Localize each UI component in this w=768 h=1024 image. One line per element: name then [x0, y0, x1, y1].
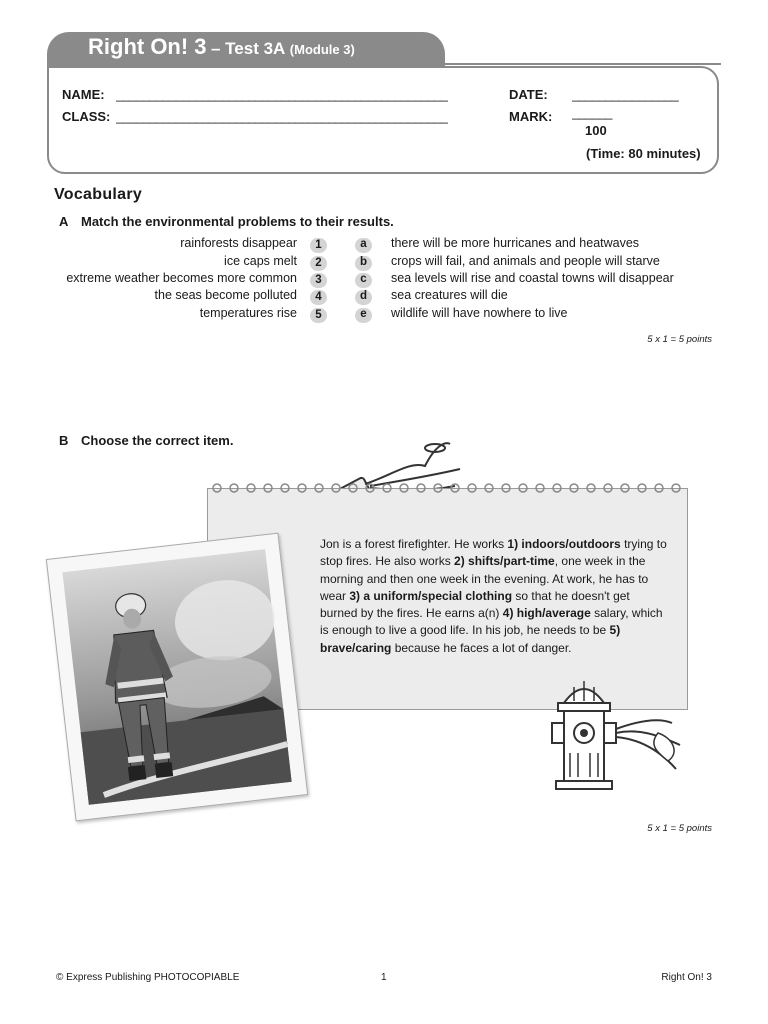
- letter-bubble[interactable]: a: [355, 238, 372, 253]
- choice-5[interactable]: 5) brave/caring: [320, 623, 621, 655]
- mark-label: MARK:: [509, 109, 553, 124]
- letter-bubble[interactable]: c: [355, 273, 372, 288]
- time-note: (Time: 80 minutes): [586, 146, 701, 161]
- page-number: 1: [381, 972, 387, 983]
- exercise-b-text: [320, 536, 670, 657]
- footer-book-title: Right On! 3: [661, 972, 712, 983]
- notebook-rings: [207, 481, 688, 495]
- letter-bubble[interactable]: b: [355, 256, 372, 271]
- text-run: trying to stop fires. He also works: [320, 537, 667, 569]
- page-title: [88, 34, 355, 60]
- result-item: crops will fail, and animals and people will starve: [391, 254, 660, 268]
- section-heading: Vocabulary: [54, 186, 143, 203]
- problem-item: rainforests disappear: [180, 236, 297, 250]
- choice-2[interactable]: 2) shifts/part-time: [454, 554, 555, 569]
- choice-1[interactable]: 1) indoors/outdoors: [507, 537, 621, 551]
- number-bubble[interactable]: 4: [310, 290, 327, 305]
- class-field[interactable]: __________________________________________________: [116, 109, 448, 124]
- number-bubble[interactable]: 1: [310, 238, 327, 253]
- problem-item: the seas become polluted: [154, 288, 297, 302]
- problem-item: temperatures rise: [199, 306, 297, 320]
- text-run: because he faces a lot of danger.: [391, 640, 572, 655]
- firefighter-photo-frame: [46, 533, 308, 822]
- title-main: Right On! 3: [88, 34, 207, 59]
- title-module: (Module 3): [289, 42, 355, 57]
- firefighter-photo: [47, 534, 307, 821]
- points-note-b: 5 x 1 = 5 points: [647, 823, 712, 834]
- mark-field[interactable]: ______: [572, 105, 612, 120]
- title-rule: [445, 63, 721, 65]
- exercise-a-instruction: Match the environmental problems to their results.: [81, 214, 394, 229]
- exercise-a-letter: A: [59, 214, 69, 229]
- result-item: wildlife will have nowhere to live: [391, 306, 568, 320]
- result-item: there will be more hurricanes and heatwaves: [391, 236, 640, 250]
- text-run: salary, which is enough to live a good life. In his job, he needs to be: [320, 606, 663, 638]
- date-field[interactable]: ________________: [572, 87, 679, 102]
- title-test: – Test 3A: [211, 39, 286, 58]
- choice-3[interactable]: 3) a uniform/special clothing: [349, 588, 513, 603]
- text-run: Jon is a forest firefighter. He works: [320, 537, 508, 551]
- result-item: sea creatures will die: [391, 288, 508, 302]
- name-field[interactable]: __________________________________________________: [116, 87, 448, 102]
- letter-bubble[interactable]: d: [355, 290, 372, 305]
- text-run: so that he doesn't get burned by the fires. He earns a(n): [320, 588, 630, 621]
- exercise-b-instruction: Choose the correct item.: [81, 433, 234, 448]
- class-label: CLASS:: [62, 109, 111, 124]
- points-note-a: 5 x 1 = 5 points: [647, 334, 712, 345]
- exercise-b-letter: B: [59, 433, 69, 448]
- letter-bubble[interactable]: e: [355, 308, 372, 323]
- fire-hydrant-illustration: [548, 673, 688, 801]
- mark-total: 100: [585, 123, 607, 138]
- choice-4[interactable]: 4) high/average: [502, 606, 591, 621]
- problem-item: ice caps melt: [224, 254, 297, 268]
- footer-copyright: © Express Publishing PHOTOCOPIABLE: [56, 972, 240, 983]
- result-item: sea levels will rise and coastal towns will disappear: [391, 271, 674, 285]
- text-run: , one week in the morning and then one week in the evening. At work, he has to wear: [320, 554, 649, 603]
- number-bubble[interactable]: 5: [310, 308, 327, 323]
- number-bubble[interactable]: 2: [310, 256, 327, 271]
- problem-item: extreme weather becomes more common: [66, 271, 297, 285]
- name-label: NAME:: [62, 87, 105, 102]
- date-label: DATE:: [509, 87, 548, 102]
- number-bubble[interactable]: 3: [310, 273, 327, 288]
